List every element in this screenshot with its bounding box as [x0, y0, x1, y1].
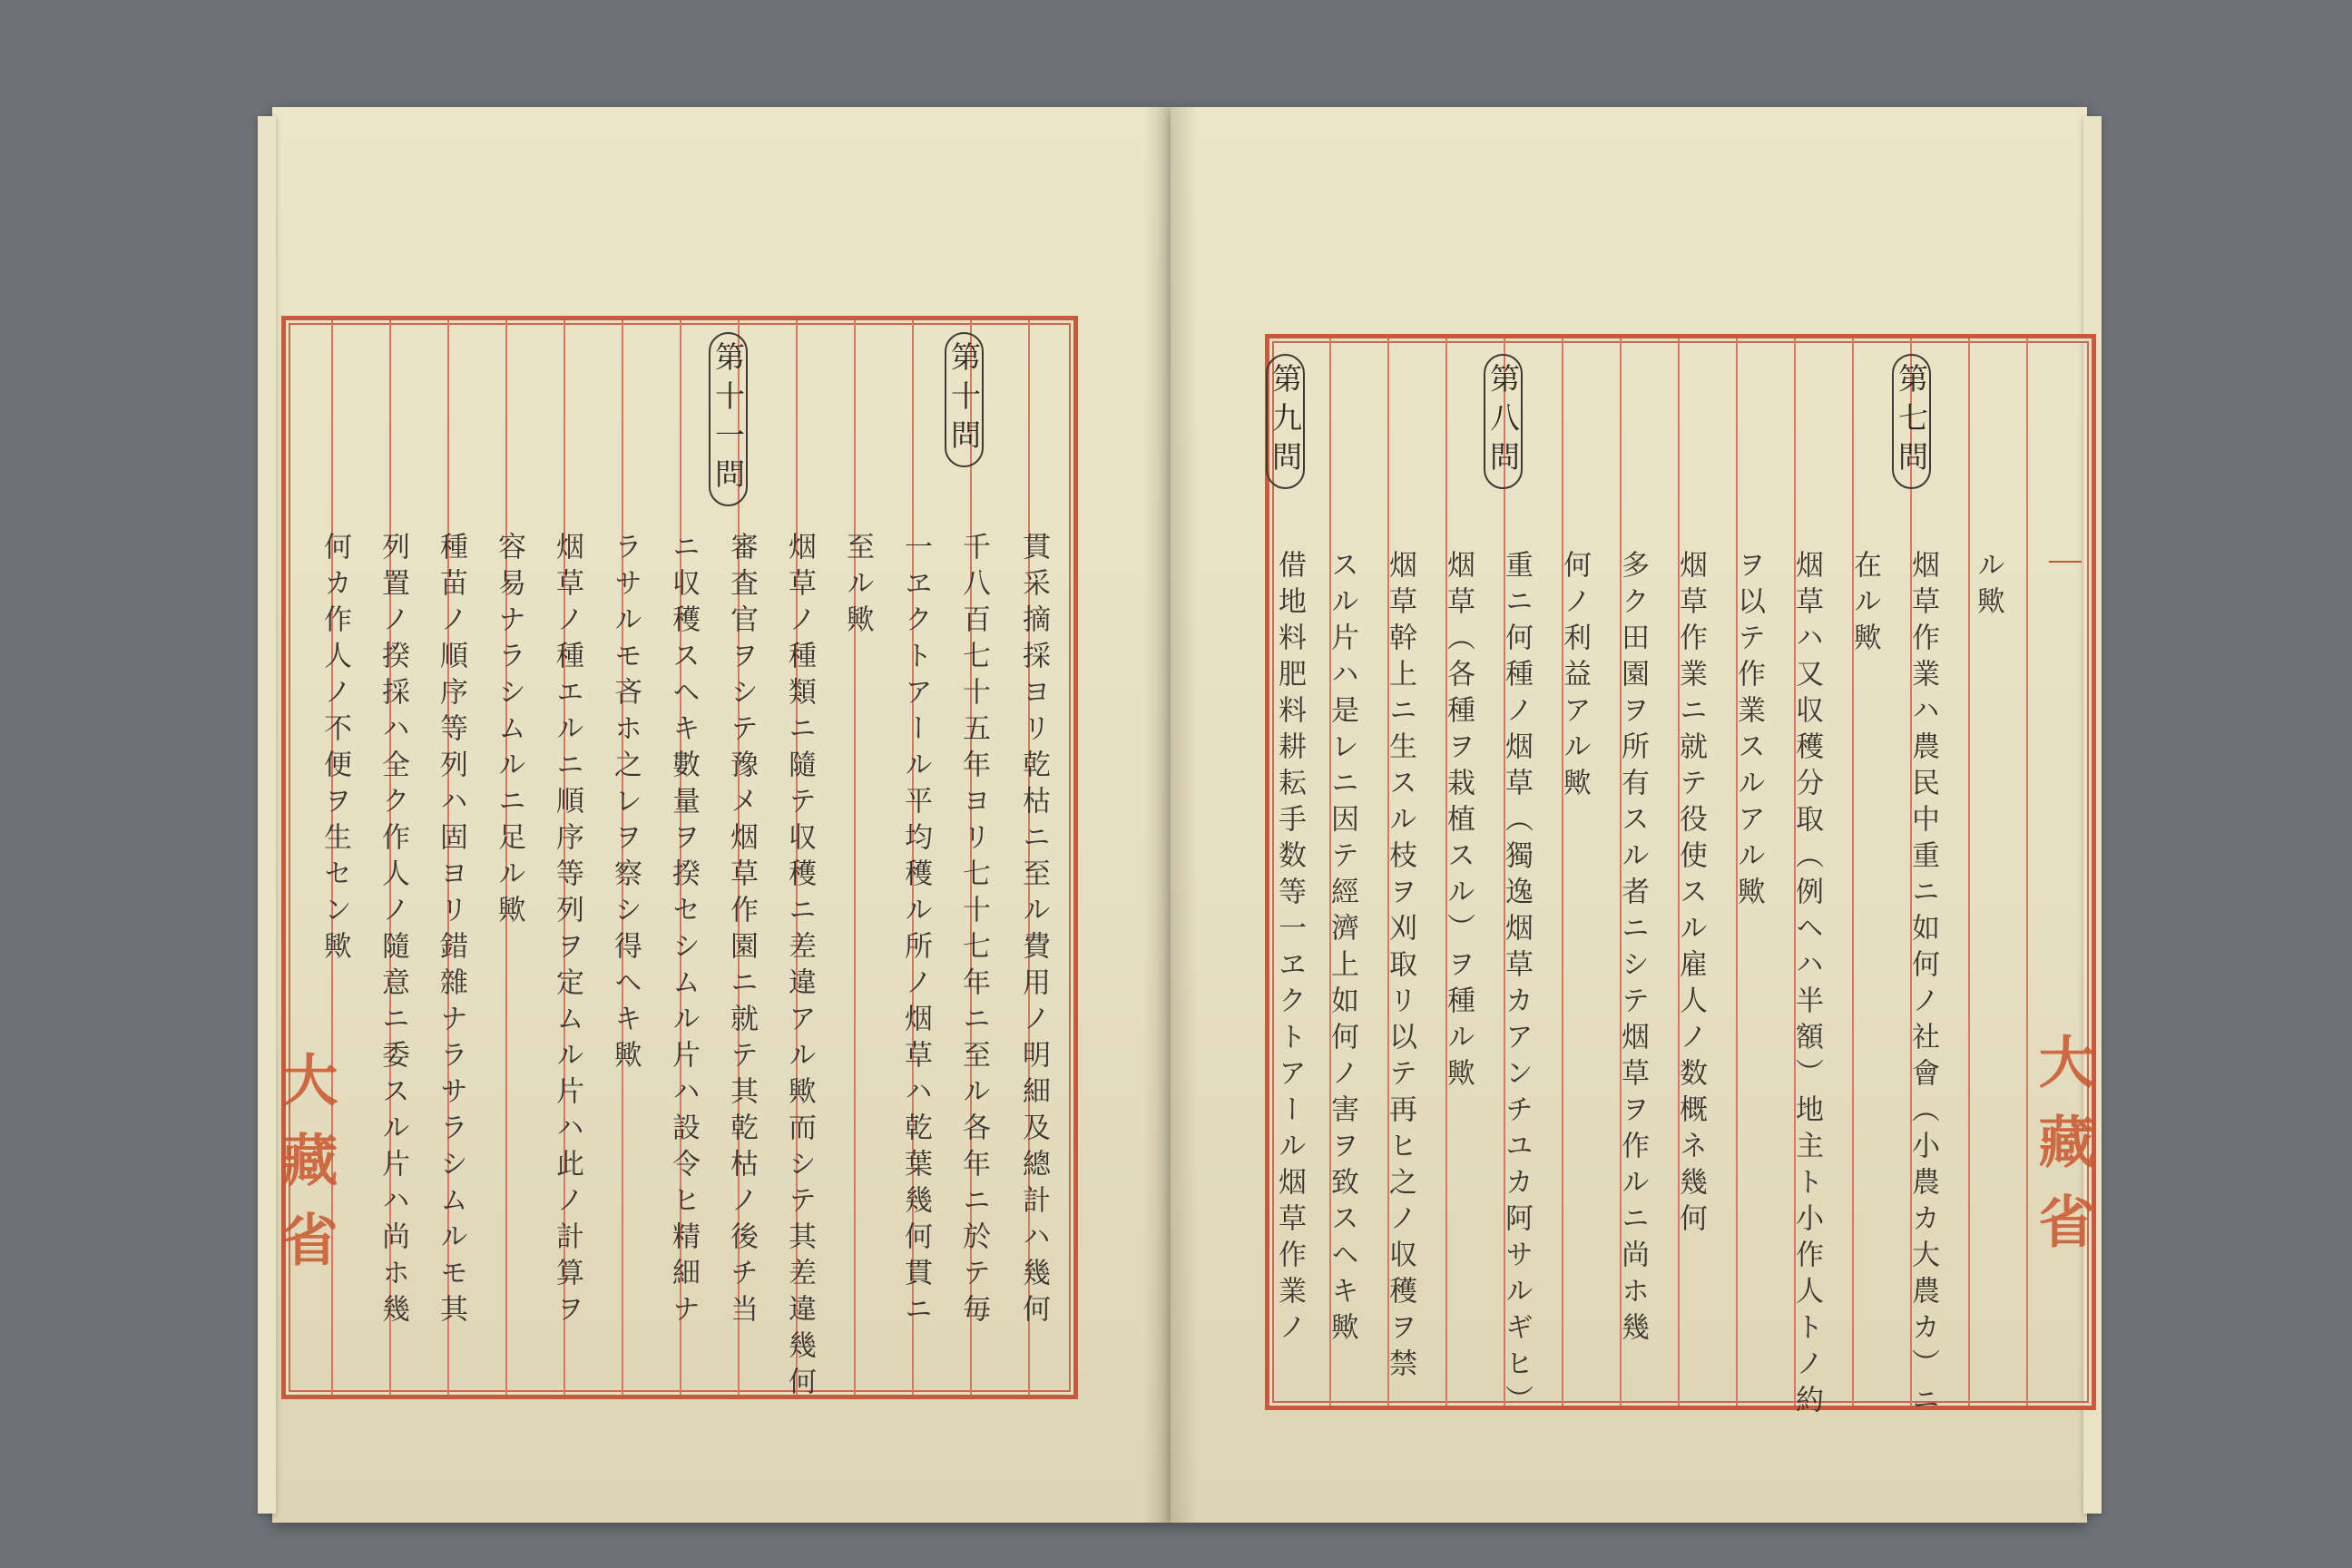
right-col-4: 烟草ハ又収穫分取（例ヘハ半額）地主ト小作人トノ約	[1790, 550, 1823, 1421]
book-spine	[1143, 107, 1198, 1523]
left-col-12: 列置ノ揆採ハ全ク作人ノ隨意ニ委スル片ハ尚ホ幾	[377, 532, 409, 1330]
right-col-9: 重ニ何種ノ烟草（獨逸烟草カアンチユカ阿サルギヒ）	[1500, 550, 1533, 1421]
left-col-13: 何カ作人ノ不便ヲ生セン歟	[318, 532, 351, 967]
heading-question-9: 第九問	[1266, 354, 1305, 489]
right-col-12: スル片ハ是レニ因テ經濟上如何ノ害ヲ致スヘキ歟	[1326, 550, 1358, 1348]
right-corner-mark	[2049, 561, 2082, 563]
right-col-13: 借地料肥料耕耘手数等一ヱクトアール烟草作業ノ	[1273, 550, 1306, 1348]
left-col-11: 種苗ノ順序等列ハ固ヨリ錯雜ナラサラシムルモ其	[435, 532, 467, 1330]
heading-question-11: 第十一問	[709, 332, 748, 506]
left-col-3: 一ヱクトアール平均穫ル所ノ烟草ハ乾葉幾何貫ニ	[899, 532, 932, 1330]
right-col-11: 烟草幹上ニ生スル枝ヲ刈取リ以テ再ヒ之ノ収穫ヲ禁	[1384, 550, 1416, 1385]
right-col-8: 何ノ利益アル歟	[1558, 550, 1591, 804]
left-col-7: ニ収穫スヘキ數量ヲ揆セシムル片ハ設令ヒ精細ナ	[667, 532, 700, 1330]
heading-question-10: 第十問	[945, 332, 984, 467]
left-col-9: 烟草ノ種エルニ順序等列ヲ定ムル片ハ此ノ計算ヲ	[551, 532, 583, 1330]
right-col-2: 烟草作業ハ農民中重ニ如何ノ社會（小農カ大農カ）ニ	[1906, 550, 1939, 1421]
right-col-5: ヲ以テ作業スルアル歟	[1732, 550, 1765, 913]
ministry-seal-right: 大藏省	[2029, 1033, 2095, 1272]
left-col-10: 容易ナラシムルニ足ル歟	[493, 532, 525, 931]
heading-question-7: 第七問	[1892, 354, 1931, 489]
left-col-8: ラサルモ吝ホ之レヲ察シ得ヘキ歟	[609, 532, 642, 1076]
left-col-1: 貫采摘採ヨリ乾枯ニ至ル費用ノ明細及總計ハ幾何	[1017, 532, 1050, 1330]
left-col-4: 至ル歟	[841, 532, 874, 641]
open-book	[272, 107, 2095, 1523]
left-col-2: 千八百七十五年ヨリ七十七年ニ至ル各年ニ於テ毎	[957, 532, 990, 1330]
ministry-seal-left: 大藏省	[272, 1051, 338, 1290]
right-col-10: 烟草（各種ヲ栽植スル）ヲ種ル歟	[1442, 550, 1475, 1094]
right-col-1: ル歟	[1972, 550, 2004, 622]
left-page-edge	[258, 116, 276, 1514]
left-col-5: 烟草ノ種類ニ隨テ収穫ニ差違アル歟而シテ其差違幾何	[783, 532, 816, 1403]
heading-question-8: 第八問	[1484, 354, 1523, 489]
right-col-6: 烟草作業ニ就テ役使スル雇人ノ数概ネ幾何	[1674, 550, 1707, 1240]
left-col-6: 審査官ヲシテ豫メ烟草作園ニ就テ其乾枯ノ後チ当	[725, 532, 758, 1330]
right-col-3: 在ル歟	[1848, 550, 1881, 659]
right-col-7: 多ク田園ヲ所有スル者ニシテ烟草ヲ作ルニ尚ホ幾	[1616, 550, 1649, 1348]
